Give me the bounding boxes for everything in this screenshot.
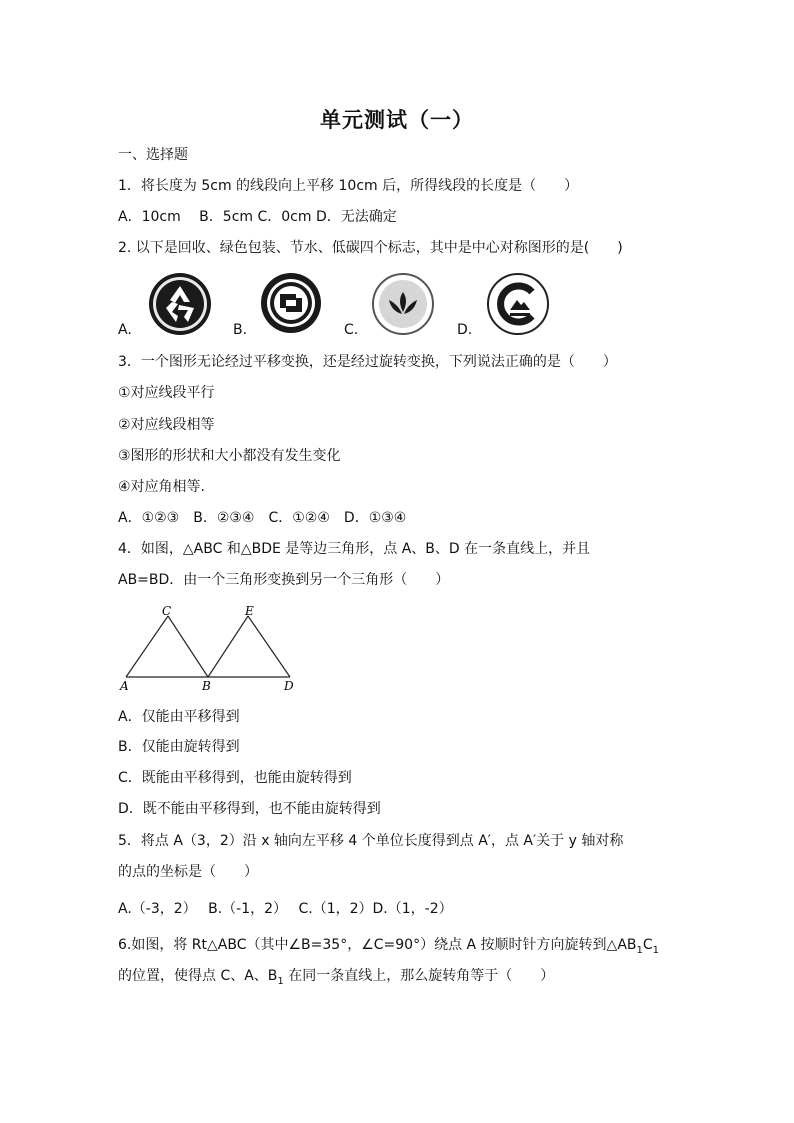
question-4-option-b: B．仅能由旋转得到 (118, 739, 240, 755)
question-3-stem: 3．一个图形无论经过平移变换，还是经过旋转变换，下列说法正确的是（ ） (118, 354, 617, 370)
subscript: 1 (636, 944, 643, 956)
question-4-option-d: D．既不能由平移得到，也不能由旋转得到 (118, 801, 381, 817)
option-b-label: B. (233, 322, 248, 338)
question-6-text-d: 在同一条直线上，那么旋转角等于（ ） (283, 968, 555, 984)
option-d-label: D. (457, 322, 473, 338)
question-6-text-a: 6.如图，将 Rt△ABC（其中∠B=35°，∠C=90°）绕点 A 按顺时针方向旋转到△AB (118, 937, 637, 953)
question-4-stem-line-2: AB=BD．由一个三角形变换到另一个三角形（ ） (118, 572, 450, 588)
question-4-option-c: C．既能由平移得到，也能由旋转得到 (118, 770, 352, 786)
question-3-item-2: ②对应线段相等 (118, 417, 215, 433)
option-a-label: A. (118, 322, 132, 338)
equilateral-triangles-figure (118, 604, 308, 694)
water-saving-logo-icon (371, 272, 435, 336)
question-3-item-4: ④对应角相等. (118, 479, 206, 495)
subscript: 1 (652, 944, 660, 956)
section-heading: 一、选择题 (118, 147, 188, 163)
side-ed (248, 616, 290, 677)
recycle-logo-icon (148, 272, 212, 336)
question-6-stem-line-1 (118, 936, 659, 960)
side-cb (168, 616, 208, 677)
vertex-label-b: B (202, 679, 211, 693)
question-2-stem: 2. 以下是回收、绿色包装、节水、低碳四个标志，其中是中心对称图形的是( ) (118, 240, 623, 256)
option-c-label: C. (344, 322, 359, 338)
question-6-text-c: C (642, 937, 653, 953)
question-5-stem-line-1: 5．将点 A（3，2）沿 x 轴向左平移 4 个单位长度得到点 A′，点 A′关于 y 轴对称 (118, 833, 624, 849)
subscript: 1 (277, 975, 284, 987)
question-4-option-a: A．仅能由平移得到 (118, 709, 240, 725)
vertex-label-c: C (162, 604, 172, 618)
question-6-stem-line-2 (118, 967, 554, 991)
side-be (208, 616, 248, 677)
question-3-item-3: ③图形的形状和大小都没有发生变化 (118, 448, 341, 464)
question-2-logo-row (118, 272, 678, 338)
question-1-options: A．10cm B．5cm C．0cm D．无法确定 (118, 209, 397, 225)
question-3-item-1: ①对应线段平行 (118, 385, 215, 401)
question-5-stem-line-2: 的点的坐标是（ ） (118, 864, 258, 880)
question-5-options: A.（-3，2） B.（-1，2） C.（1，2）D.（1，-2） (118, 901, 453, 917)
question-3-options: A．①②③ B．②③④ C．①②④ D．①③④ (118, 510, 407, 526)
low-carbon-logo-icon (486, 272, 550, 336)
page-title: 单元测试（一） (320, 108, 474, 132)
question-6-text-b: 的位置，使得点 C、A、B (118, 968, 278, 984)
vertex-label-d: D (284, 679, 294, 693)
side-ac (126, 616, 168, 677)
question-4-stem-line-1: 4．如图，△ABC 和△BDE 是等边三角形，点 A、B、D 在一条直线上，并且 (118, 541, 591, 557)
vertex-label-a: A (120, 679, 129, 693)
green-packaging-logo-icon (260, 272, 322, 334)
vertex-label-e: E (245, 604, 254, 618)
question-1-stem: 1．将长度为 5cm 的线段向上平移 10cm 后，所得线段的长度是（ ） (118, 178, 579, 194)
